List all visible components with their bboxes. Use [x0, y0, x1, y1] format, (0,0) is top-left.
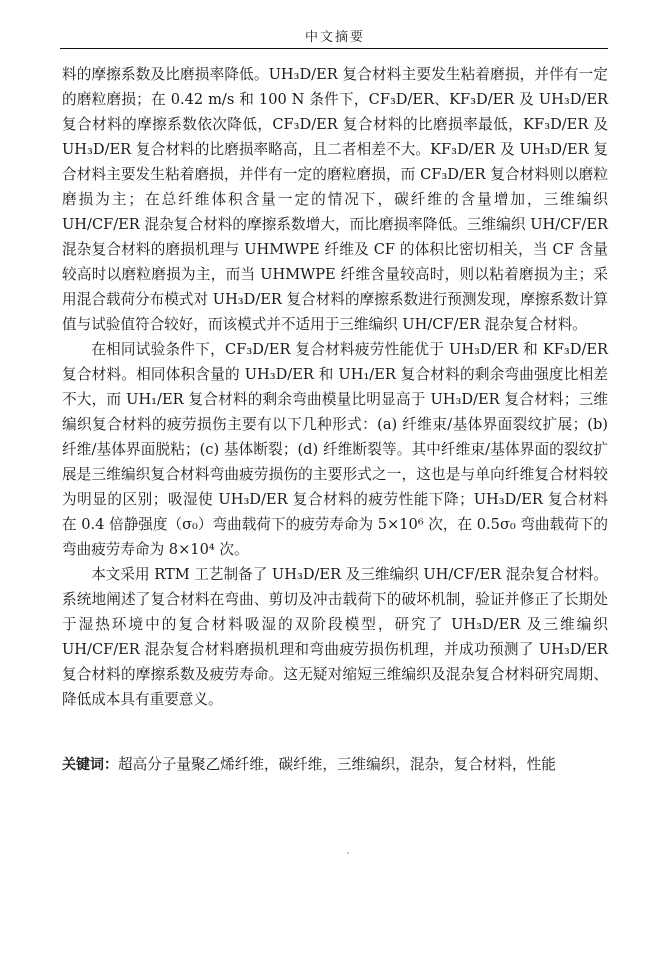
abstract-paragraph-3: 本文采用 RTM 工艺制备了 UH₃D/ER 及三维编织 UH/CF/ER 混杂复合材料。系统地阐述了复合材料在弯曲、剪切及冲击载荷下的破坏机制，验证并修正了长期处于湿热环境中的复合材料吸湿的双阶段模型，研究了 UH₃D/ER 及三维编织 UH/CF/ER 混杂复合材料磨损机理和弯曲疲劳损伤机理，并成功预测了 UH₃D/ER 复合材料的摩擦系数及疲劳寿命。这无疑对缩短三维编织及混杂复合材料研究周期、降低成本具有重要意义。: [62, 566, 608, 708]
page-header-title: 中文摘要: [304, 30, 365, 45]
abstract-body: [62, 62, 608, 712]
keywords-line: [62, 752, 608, 778]
scan-speck: [347, 852, 349, 854]
abstract-paragraph-2: 在相同试验条件下，CF₃D/ER 复合材料疲劳性能优于 UH₃D/ER 和 KF₃D/ER 复合材料。相同体积含量的 UH₃D/ER 和 UH₁/ER 复合材料的剩余弯曲强度比相差不大，而 UH₁/ER 复合材料的剩余弯曲模量比明显高于 UH₃D/ER 复合材料；三维编织复合材料的疲劳损伤主要有以下几种形式：(a) 纤维束/基体界面裂纹扩展；(b) 纤维/基体界面脱粘；(c) 基体断裂；(d) 纤维断裂等。其中纤维束/基体界面的裂纹扩展是三维编织复合材料弯曲疲劳损伤的主要形式之一，这也是与单向纤维复合材料较为明显的区别；吸湿使 UH₃D/ER 复合材料的疲劳性能下降；UH₃D/ER 复合材料在 0.4 倍静强度（σ₀）弯曲载荷下的疲劳寿命为 5×10⁶ 次，在 0.5σ₀ 弯曲载荷下的弯曲疲劳寿命为 8×10⁴ 次。: [62, 341, 608, 558]
header-divider: [60, 48, 608, 49]
keywords-label: 关键词：: [62, 757, 118, 773]
keywords-text: 超高分子量聚乙烯纤维，碳纤维，三维编织，混杂，复合材料，性能: [118, 756, 556, 773]
abstract-paragraph-1: 料的摩擦系数及比磨损率降低。UH₃D/ER 复合材料主要发生粘着磨损，并伴有一定的磨粒磨损；在 0.42 m/s 和 100 N 条件下，CF₃D/ER、KF₃D/ER 及 UH₃D/ER 复合材料的摩擦系数依次降低，CF₃D/ER 复合材料的比磨损率最低，KF₃D/ER 及 UH₃D/ER 复合材料的比磨损率略高，且二者相差不大。KF₃D/ER 及 UH₃D/ER 复合材料主要发生粘着磨损，并伴有一定的磨粒磨损，而 CF₃D/ER 复合材料则以磨粒磨损为主；在总纤维体积含量一定的情况下，碳纤维的含量增加，三维编织 UH/CF/ER 混杂复合材料的摩擦系数增大，而比磨损率降低。三维编织 UH/CF/ER 混杂复合材料的磨损机理与 UHMWPE 纤维及 CF 的体积比密切相关，当 CF 含量较高时以磨粒磨损为主，而当 UHMWPE 纤维含量较高时，则以粘着磨损为主；采用混合载荷分布模式对 UH₃D/ER 复合材料的摩擦系数进行预测发现，摩擦系数计算值与试验值符合较好，而该模式并不适用于三维编织 UH/CF/ER 混杂复合材料。: [62, 66, 608, 333]
